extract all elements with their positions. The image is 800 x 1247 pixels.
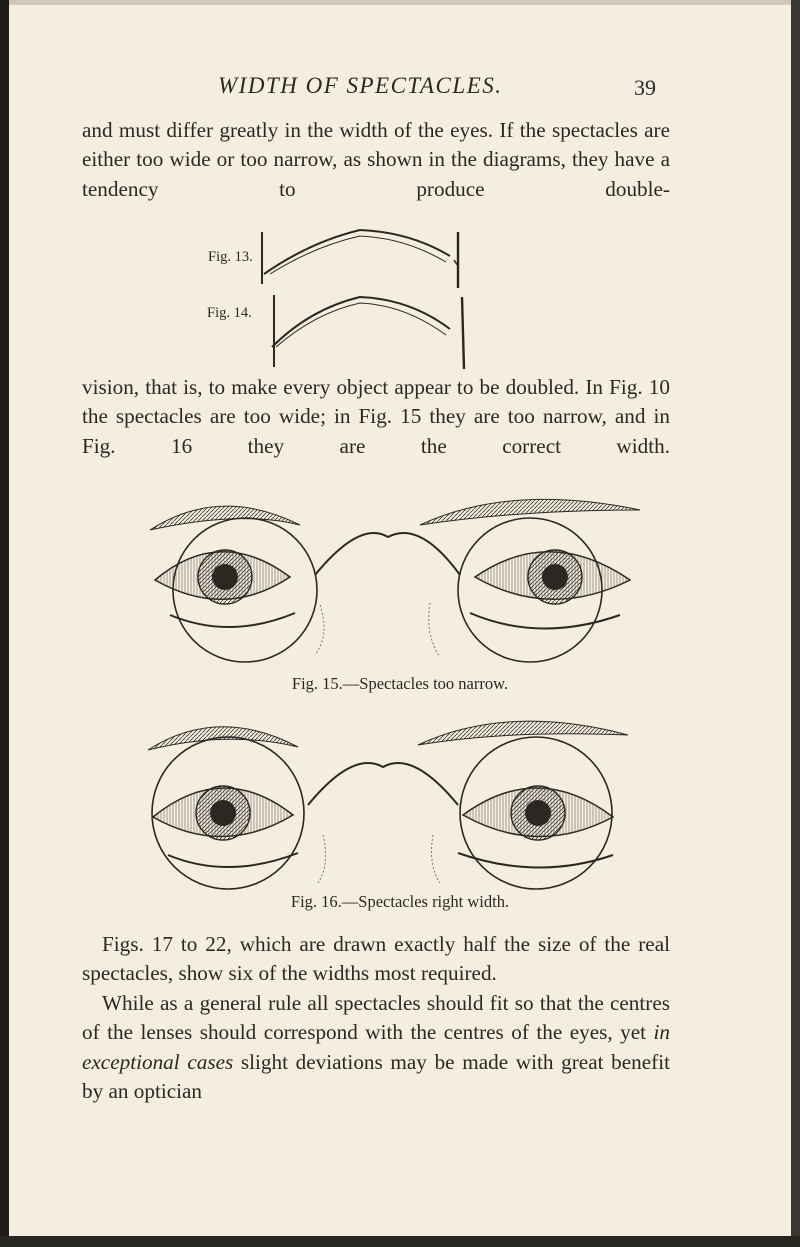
paragraph-4-text-a: While as a general rule all spectacles should fit so that the centres of the lenses should correspond with the centres of the eyes, yet [82,991,670,1045]
paragraph-4 [82,989,670,1106]
fig-13-bridge-diagram [250,222,480,290]
fig-15-caption: Fig. 15.—Spectacles too narrow. [291,674,509,693]
fig-14-bridge-diagram [250,287,480,371]
fig-13-label: Fig. 13. [208,249,253,265]
paragraph-2: vision, that is, to make every object appear to be doubled. In Fig. 10 the spectacles are too wide; in Fig. 15 they are too narrow, and in Fig. 16 they are the correct width. [82,375,670,458]
paragraph-3: Figs. 17 to 22, which are drawn exactly half the size of the real spectacles, show six of the widths most required. [82,932,670,986]
page-right-edge [791,0,800,1247]
paragraph-1: and must differ greatly in the width of the eyes. If the spectacles are either too wide or too narrow, as shown in the diagrams, they have a tendency to produce double- [82,118,670,201]
fig-16-caption: Fig. 16.—Spectacles right width. [290,892,510,911]
page-bottom-edge [0,1236,800,1247]
fig-16-eyes-illustration [118,705,668,890]
paragraph-4-italic: in exceptional cases [82,1020,670,1074]
running-header [0,73,800,107]
page-number: 39 [634,75,656,100]
paragraph-4-text-b: slight deviations may be made with great benefit by an optician [82,1049,670,1103]
fig-14-label: Fig. 14. [207,305,252,321]
page-left-edge [0,0,9,1247]
header-title: WIDTH OF SPECTACLES. [218,73,503,98]
page-top-edge [0,0,800,5]
fig-15-eyes-illustration [130,485,670,670]
